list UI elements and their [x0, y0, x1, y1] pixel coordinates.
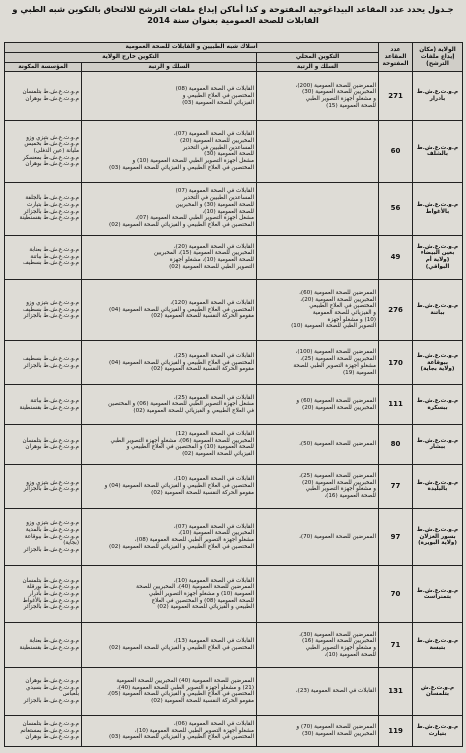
cell-line: مقومو الحركة النفسية للصحة العمومية (02) — [151, 697, 255, 704]
cell-line: م.و.ت.ع.ش.ط بعنابة — [29, 638, 80, 645]
local-training-cell — [257, 385, 379, 425]
cell-line: م.و.ت.ع.ش.ط — [416, 352, 459, 359]
cell-line: القابلات في الصحة العمومية (25)، — [173, 394, 255, 401]
cell-line: (بجاية) — [63, 540, 80, 547]
local-training-cell — [257, 279, 379, 341]
cell-line: م.و.ت.ع.ش.ط — [416, 201, 459, 208]
cell-line: م.و.ت.ع.ش.ط بعنابة — [29, 247, 80, 254]
cell-line: مشغل أجهزة التصوير الطبي للصحة العمومية (06) و المختصين — [108, 401, 255, 408]
local-training-cell — [257, 716, 379, 747]
header-wilaya: الولاية (مكان إيداع ملفات الترشح) — [413, 43, 463, 72]
wilaya-cell — [413, 425, 463, 465]
local-training-cell — [257, 72, 379, 121]
table-row — [5, 566, 463, 623]
cell-line: بباتنة — [430, 309, 445, 316]
cell-line: بتمنراست — [423, 594, 452, 601]
wilaya-cell — [413, 508, 463, 565]
cell-line: المخبريين للصحة العمومية (10)، — [178, 530, 255, 537]
cell-line: م.و.ت.ع.ش.ط بتلمسان — [22, 720, 80, 727]
cell-line: بسور الغزلان — [419, 533, 456, 540]
table-row — [5, 341, 463, 385]
institution-cell — [5, 716, 82, 747]
cell-line: م.و.ت.ع.ش.ط بتلمسان — [22, 89, 80, 96]
cell-line: م.و.ت.ع.ش.ط بتلمسان — [22, 437, 80, 444]
local-training-cell — [257, 425, 379, 465]
cell-line: م.و.ت.ع.ش.ط بالجزائر — [23, 604, 80, 611]
table-row — [5, 182, 463, 235]
cell-line: الممرضين للصحة العمومية (100)، — [295, 349, 377, 356]
cell-line: م.و.ت.ع.ش.ط بالجزائر — [23, 208, 80, 215]
cell-line: م.و.ت.ع.ش.ط ببوقاعة — [24, 533, 80, 540]
cell-line: م.و.ت.ع.ش.ط بباتنة — [30, 398, 80, 405]
cell-line: م.و.ت.ع.ش.ط بسطيف — [22, 260, 80, 267]
wilaya-cell — [413, 385, 463, 425]
cell-line: الممرضين للصحة العمومية (40) المخبريين للصحة العمومية — [116, 677, 255, 684]
cell-line: المختصين في العلاج الطبيعي و الفيزيائي للصحة العمومية (04) — [109, 306, 255, 313]
wilaya-cell — [413, 120, 463, 182]
wilaya-cell — [413, 235, 463, 279]
wilaya-cell — [413, 279, 463, 341]
cell-line: التصوير الطبي للصحة العمومية (10) — [291, 323, 377, 330]
wilaya-cell — [413, 716, 463, 747]
cell-line: م.و.ت.ع.ش.ط بوهران — [25, 444, 80, 451]
cell-line: م.و.ت.ع.ش.ط — [416, 437, 459, 444]
cell-line: م.و.ت.ع.ش بتيزي وزو — [26, 520, 80, 527]
cell-line: م.و.ت.ع.ش.ط بسطيف — [22, 356, 80, 363]
institution-cell — [5, 120, 82, 182]
cell-line: (ولاية بجاية) — [420, 366, 455, 373]
cell-line: م.و.ت.ع.ش.ط بالجلفة — [25, 195, 80, 202]
cell-line: بالأغواط — [425, 208, 450, 215]
cell-line: الممرضين للصحة العمومية (25)، — [299, 472, 377, 479]
cell-line: م.و.ت.ع.ش.ط — [416, 526, 459, 533]
institution-cell — [5, 279, 82, 341]
cell-line: مقومو الحركة النفسية للصحة العمومية (02) — [151, 313, 255, 320]
cell-line: الممرضين للصحة العمومية (40)، المخبريين للصحة — [136, 584, 255, 591]
header-rank-outside: السلك و الرتبة — [82, 62, 257, 72]
cell-line: للصحة العمومية (10) و المختصين في العلاج الطبيعي و — [126, 444, 255, 451]
outside-training-cell — [82, 566, 257, 623]
cell-line: الطبيعي و الفيزيائي للصحة العمومية (02) — [157, 604, 255, 611]
cell-line: م.و.ت.ع.ش.ط بتيارت — [26, 201, 80, 208]
cell-line: م.و.ت.ع.ش.ط بمستغانم — [20, 727, 80, 734]
cell-line: الفيزيائي للصحة العمومية (02) — [182, 451, 255, 458]
cell-line: الفيزيائي للصحة العمومية (03) — [182, 99, 255, 106]
header-group: أسلاك شبه الطبيين و القابلات للصحة العمومية — [5, 43, 379, 53]
cell-line: العمومية (10) و مشغلو أجهزة التصوير الطبي — [148, 590, 255, 597]
cell-line: المخبريين للصحة العمومية (30) — [302, 731, 377, 738]
outside-training-cell — [82, 341, 257, 385]
cell-line: م.و.ت.ع.ش.ط بوهران — [25, 96, 80, 103]
cell-line: القابلات في الصحة العمومية (13)، — [173, 638, 255, 645]
table-row — [5, 120, 463, 182]
institution-cell — [5, 385, 82, 425]
cell-line: القابلات في الصحة العمومية (23)، — [295, 687, 377, 694]
cell-line: المخبريين للصحة العمومية (16) — [302, 638, 377, 645]
training-seats-table — [4, 42, 463, 747]
seats-cell: 56 — [379, 182, 413, 235]
table-body — [5, 72, 463, 747]
cell-line: القابلات في الصحة العمومية (07) — [175, 188, 255, 195]
cell-line: ببشار — [429, 444, 446, 451]
cell-line: القابلات في الصحة العمومية (08) — [175, 86, 255, 93]
cell-line: الممرضين للصحة العمومية (70) و — [296, 724, 377, 731]
cell-line: القابلات في الصحة العمومية (06)، — [173, 720, 255, 727]
table-row — [5, 623, 463, 667]
cell-line: للصحة العمومية (10)، مشغلو أجهزة — [169, 257, 255, 264]
cell-line: م.و.ت.ع.ش.ط بالجزائر — [23, 362, 80, 369]
cell-line: مقومو الحركة النفسية للصحة العمومية (02) — [151, 366, 255, 373]
institution-cell — [5, 623, 82, 667]
cell-line: القابلات في الصحة العمومية (12) — [175, 431, 255, 437]
outside-training-cell — [82, 120, 257, 182]
cell-line: القابلات في الصحة العمومية (20)، — [173, 243, 255, 250]
cell-line: الممرضين للصحة العمومية (60) و — [296, 398, 377, 405]
cell-line: مشغل أجهزة التصوير الطبي للصحة العمومية (07)، — [135, 215, 255, 222]
outside-training-cell — [82, 623, 257, 667]
cell-line: م.و.ت.ع.ش.ط بمعسكر — [22, 154, 80, 161]
seats-cell: 276 — [379, 279, 413, 341]
cell-line: م.و.ت.ع.ش.ط بقسنطينة — [19, 404, 80, 411]
cell-line: بلعباس — [62, 691, 80, 698]
cell-line: م.و.ت.ع.ش.ط بتلمسان — [22, 577, 80, 584]
cell-line: المخبريين للصحة العمومية (15)، المخبريين — [154, 250, 255, 257]
table-row — [5, 464, 463, 508]
header-outside: التكوين خارج الولاية — [5, 53, 257, 63]
cell-line: المختصين في العلاج الطبيعي و الفيزيائي للصحة العمومية (04) و — [104, 482, 255, 489]
header-rank-local: السلك و الرتبة — [257, 62, 379, 72]
cell-line: المخبريين للصحة العمومية (30) — [302, 89, 377, 96]
cell-line: م.و.ت.ع.ش.ط بوهران — [25, 677, 80, 684]
cell-line: المختصين في العلاج الطبيعي و الفيزيائي للصحة العمومية (02) — [109, 543, 255, 550]
cell-line: المخبريين للصحة العمومية (20) — [302, 404, 377, 411]
cell-line: (21) و مشغلو أجهزة التصوير الطبي للصحة العمومية (40)، — [116, 684, 255, 691]
cell-line: المخبريين للصحة العمومية (25)، — [300, 356, 377, 363]
cell-line: المخبريين للصحة العمومية (20) — [302, 479, 377, 486]
seats-cell: 80 — [379, 425, 413, 465]
cell-line: م.و.ت.ع.ش.ط بوهران — [25, 734, 80, 741]
table-row — [5, 508, 463, 565]
cell-line: الممرضين للصحة العمومية (60)، — [299, 289, 377, 296]
cell-line: ببوقاعة — [427, 359, 448, 366]
cell-line: م.و.ت.ع.ش.ط بالجزائر — [23, 486, 80, 493]
cell-line: م.و.ت.ع.ش.ط بورقلة — [26, 584, 80, 591]
local-training-cell — [257, 235, 379, 279]
cell-line: للصحة العمومية (15) — [326, 102, 377, 109]
cell-line: م.و.ت.ع.ش.ط — [416, 638, 459, 645]
table-row — [5, 72, 463, 121]
wilaya-cell — [413, 667, 463, 716]
cell-line: المختصين في العلاج الطبيعي و الفيزيائي للصحة العمومية (03) — [109, 734, 255, 741]
cell-line: م.و.ت.ع.ش.ط — [416, 587, 459, 594]
seats-cell: 170 — [379, 341, 413, 385]
institution-cell — [5, 508, 82, 565]
table-row — [5, 716, 463, 747]
local-training-cell — [257, 623, 379, 667]
seats-cell: 131 — [379, 667, 413, 716]
cell-line: م.و.ت.ع.ش.ط بباتنة — [30, 253, 80, 260]
cell-line: م.و.ت.ع.ش.ط بأدرار — [28, 590, 80, 597]
cell-line: المساعدين الطبيين في التخدير — [182, 144, 255, 151]
cell-line: (10) و مشغلو أجهزة — [327, 316, 377, 323]
outside-training-cell — [82, 235, 257, 279]
cell-line: بتبسة — [429, 644, 446, 651]
cell-line: القابلات في الصحة العمومية (10)، — [173, 577, 255, 584]
cell-line: المختصين في العلاج الطبيعي و الفيزيائي للصحة العمومية (02) — [109, 221, 255, 228]
local-training-cell — [257, 566, 379, 623]
cell-line: التصوير الطبي للصحة العمومية (02) — [169, 263, 255, 270]
cell-line: الممرضين للصحة العمومية (200)، — [295, 82, 377, 89]
seats-cell: 271 — [379, 72, 413, 121]
outside-training-cell — [82, 182, 257, 235]
cell-line: المخبريين للصحة العمومية (20)، — [300, 296, 377, 303]
cell-line: م.و.ت.ع.ش.ط — [416, 243, 459, 250]
outside-training-cell — [82, 279, 257, 341]
cell-line: م.و.ت.ع.ش.ط بالمدية — [25, 526, 80, 533]
cell-line: العمومية (19) — [342, 369, 377, 376]
wilaya-cell — [413, 623, 463, 667]
cell-line: القابلات في الصحة العمومية (25)، — [173, 352, 255, 359]
cell-line: بتلمسان — [426, 691, 449, 698]
outside-training-cell — [82, 385, 257, 425]
outside-training-cell — [82, 425, 257, 465]
header-local: التكوين المحلي — [257, 53, 379, 63]
wilaya-cell — [413, 341, 463, 385]
cell-line: م.و.ت.ع.ش.ط بالجزائر — [23, 313, 80, 320]
cell-line: المختصين في العلاج الطبيعي — [309, 303, 377, 310]
table-row — [5, 425, 463, 465]
cell-line: المختصين في العلاج الطبيعي و الفيزيائي للصحة العمومية (03) — [109, 164, 255, 171]
institution-cell — [5, 235, 82, 279]
cell-line: القابلات في الصحة العمومية (10)، — [173, 476, 255, 483]
cell-line: القابلات في الصحة العمومية (07)، — [173, 523, 255, 530]
local-training-cell — [257, 464, 379, 508]
cell-line: م.و.ت.ع.ش.ط — [416, 89, 459, 96]
cell-line: م.و.ت.ع.ش.ط بوهران — [25, 161, 80, 168]
cell-line: الممرضين للصحة العمومية (30)، — [299, 631, 377, 638]
local-training-cell — [257, 508, 379, 565]
seats-cell: 60 — [379, 120, 413, 182]
outside-training-cell — [82, 508, 257, 565]
cell-line: م.و.ت.ع.ش بتيزي وزو — [26, 299, 80, 306]
cell-line: م.و.ت.ع.ش.ط — [416, 144, 459, 151]
institution-cell — [5, 464, 82, 508]
institution-cell — [5, 425, 82, 465]
cell-line: (ولاية البويرة) — [418, 540, 457, 547]
seats-cell: 71 — [379, 623, 413, 667]
cell-line: القابلات في الصحة العمومية (120)، — [170, 299, 255, 306]
wilaya-cell — [413, 72, 463, 121]
cell-line: بتيارت — [428, 731, 447, 738]
outside-training-cell — [82, 464, 257, 508]
local-training-cell — [257, 120, 379, 182]
page-title: جـدول يحدد عدد المقاعد البيداغوجية المفتوحة و كذا أماكن إيداع ملفات الترشح للالتحاق بالتكوين شبه الطبي و القابلات للصحة العمومية بعنوان سنة 2014 — [12, 4, 454, 25]
cell-line: م.و.ت.ع.ش بتيزي وزو — [26, 134, 80, 141]
seats-cell: 49 — [379, 235, 413, 279]
cell-line: المختصين في العلاج الطبيعي و الفيزيائي للصحة العمومية (02) — [109, 644, 255, 651]
cell-line: م.و.ت.ع.ش.ط بقسنطينة — [19, 215, 80, 222]
seats-cell: 70 — [379, 566, 413, 623]
cell-line: مشغلو أجهزة التصوير الطبي للصحة — [293, 362, 377, 369]
cell-line: المخبريين للصحة العمومية (20) — [180, 137, 255, 144]
cell-line: م.و.ت.ع.ش.ط بالجزائر — [23, 697, 80, 704]
cell-line: م.و.ت.ع.ش.ط بالأغواط — [22, 597, 80, 604]
cell-line: للصحة العمومية (30) — [204, 151, 255, 158]
cell-line: بأدرار — [429, 96, 446, 103]
cell-line: مليانة (عين الدفلى) — [33, 147, 80, 154]
cell-line: م.و.ت.ع.ش.ط بقسنطينة — [19, 644, 80, 651]
header-institution: المؤسسة المكونة — [5, 62, 82, 72]
header-seats: عدد المقاعد المفتوحة — [379, 43, 413, 72]
wilaya-cell — [413, 566, 463, 623]
table-row — [5, 385, 463, 425]
cell-line: مشغلو أجهزة التصوير الطبي للصحة العمومية (08)، — [134, 536, 255, 543]
cell-line: مشغل أجهزة التصوير الطبي للصحة العمومية (10) و — [132, 157, 255, 164]
local-training-cell — [257, 667, 379, 716]
cell-line: المخبريين للصحة العمومية (06)، مشغلو أجهزة التصوير الطبي — [110, 437, 255, 444]
cell-line: مشغلو أجهزة التصوير الطبي للصحة العمومية (10)، — [134, 727, 255, 734]
institution-cell — [5, 566, 82, 623]
cell-line: المساعدين الطبيين في التخدير — [182, 195, 255, 202]
seats-cell: 119 — [379, 716, 413, 747]
table-row — [5, 235, 463, 279]
cell-line: و مشغلو أجهزة التصوير الطبي — [305, 96, 377, 103]
table-row — [5, 667, 463, 716]
cell-line: للصحة العمومية (08) و المختصين في العلاج — [151, 597, 255, 604]
cell-line: م.و.ت.ع.ش بتيزي وزو — [26, 479, 80, 486]
cell-line: مقومو الحركة النفسية للصحة العمومية (02) — [151, 489, 255, 496]
cell-line: م.و.ت.ع.ش.ط بخميس — [24, 141, 80, 148]
outside-training-cell — [82, 667, 257, 716]
seats-cell: 97 — [379, 508, 413, 565]
cell-line: في العلاج الطبيعي و الفيزيائي للصحة العمومية (02) — [133, 408, 255, 415]
cell-line: الممرضين للصحة العمومية (70)، — [299, 533, 377, 540]
cell-line: م.و.ت.ع.ش.ط بالجزائر — [23, 547, 80, 554]
cell-line: بالشلف — [427, 151, 448, 158]
cell-line: م.و.ت.ع.ش.ط — [416, 398, 459, 405]
institution-cell — [5, 182, 82, 235]
seats-cell: 111 — [379, 385, 413, 425]
institution-cell — [5, 341, 82, 385]
table-row — [5, 279, 463, 341]
local-training-cell — [257, 182, 379, 235]
cell-line: البواقي) — [425, 263, 450, 270]
institution-cell — [5, 72, 82, 121]
cell-line: (ولاية أم — [425, 257, 450, 264]
outside-training-cell — [82, 716, 257, 747]
local-training-cell — [257, 341, 379, 385]
cell-line: القابلات في الصحة العمومية (07)، — [173, 131, 255, 138]
cell-line: للصحة العمومية (10)، — [324, 651, 377, 658]
cell-line: م.و.ت.ع.ش — [420, 684, 455, 691]
cell-line: م.و.ت.ع.ش.ط — [416, 479, 459, 486]
cell-line: بعين البيضاء — [420, 250, 455, 257]
cell-line: للصحة العمومية (10)، — [202, 208, 255, 215]
seats-cell: 77 — [379, 464, 413, 508]
wilaya-cell — [413, 182, 463, 235]
cell-line: م.و.ت.ع.ش.ط — [416, 724, 459, 731]
cell-line: المختصين في العلاج الطبيعي و — [182, 92, 255, 99]
cell-line: للصحة العمومية (16)، — [324, 492, 377, 499]
cell-line: م.و.ت.ع.ش.ط بسطيف — [22, 306, 80, 313]
cell-line: المختصين في العلاج الطبيعي و الفيزيائي للصحة العمومية (05)، — [107, 691, 255, 698]
cell-line: م.و.ت.ع.ش.ط بسيدي — [26, 684, 80, 691]
cell-line: ببسكرة — [427, 404, 448, 411]
cell-line: المختصين في العلاج الطبيعي و الفيزيائي للصحة العمومية (04) — [109, 359, 255, 366]
cell-line: و مشغلو أجهزة التصوير الطبي — [305, 644, 377, 651]
institution-cell — [5, 667, 82, 716]
cell-line: م.و.ت.ع.ش.ط — [416, 303, 459, 310]
cell-line: للصحة العمومية (30) و المخبريين — [175, 201, 255, 208]
outside-training-cell — [82, 72, 257, 121]
wilaya-cell — [413, 464, 463, 508]
cell-line: و مشغلو أجهزة التصوير الطبي — [305, 486, 377, 493]
cell-line: الممرضين للصحة العمومية (50)، — [299, 441, 377, 448]
cell-line: و الفيزيائي للصحة العمومية — [312, 309, 377, 316]
cell-line: بالبليدة — [427, 486, 448, 493]
